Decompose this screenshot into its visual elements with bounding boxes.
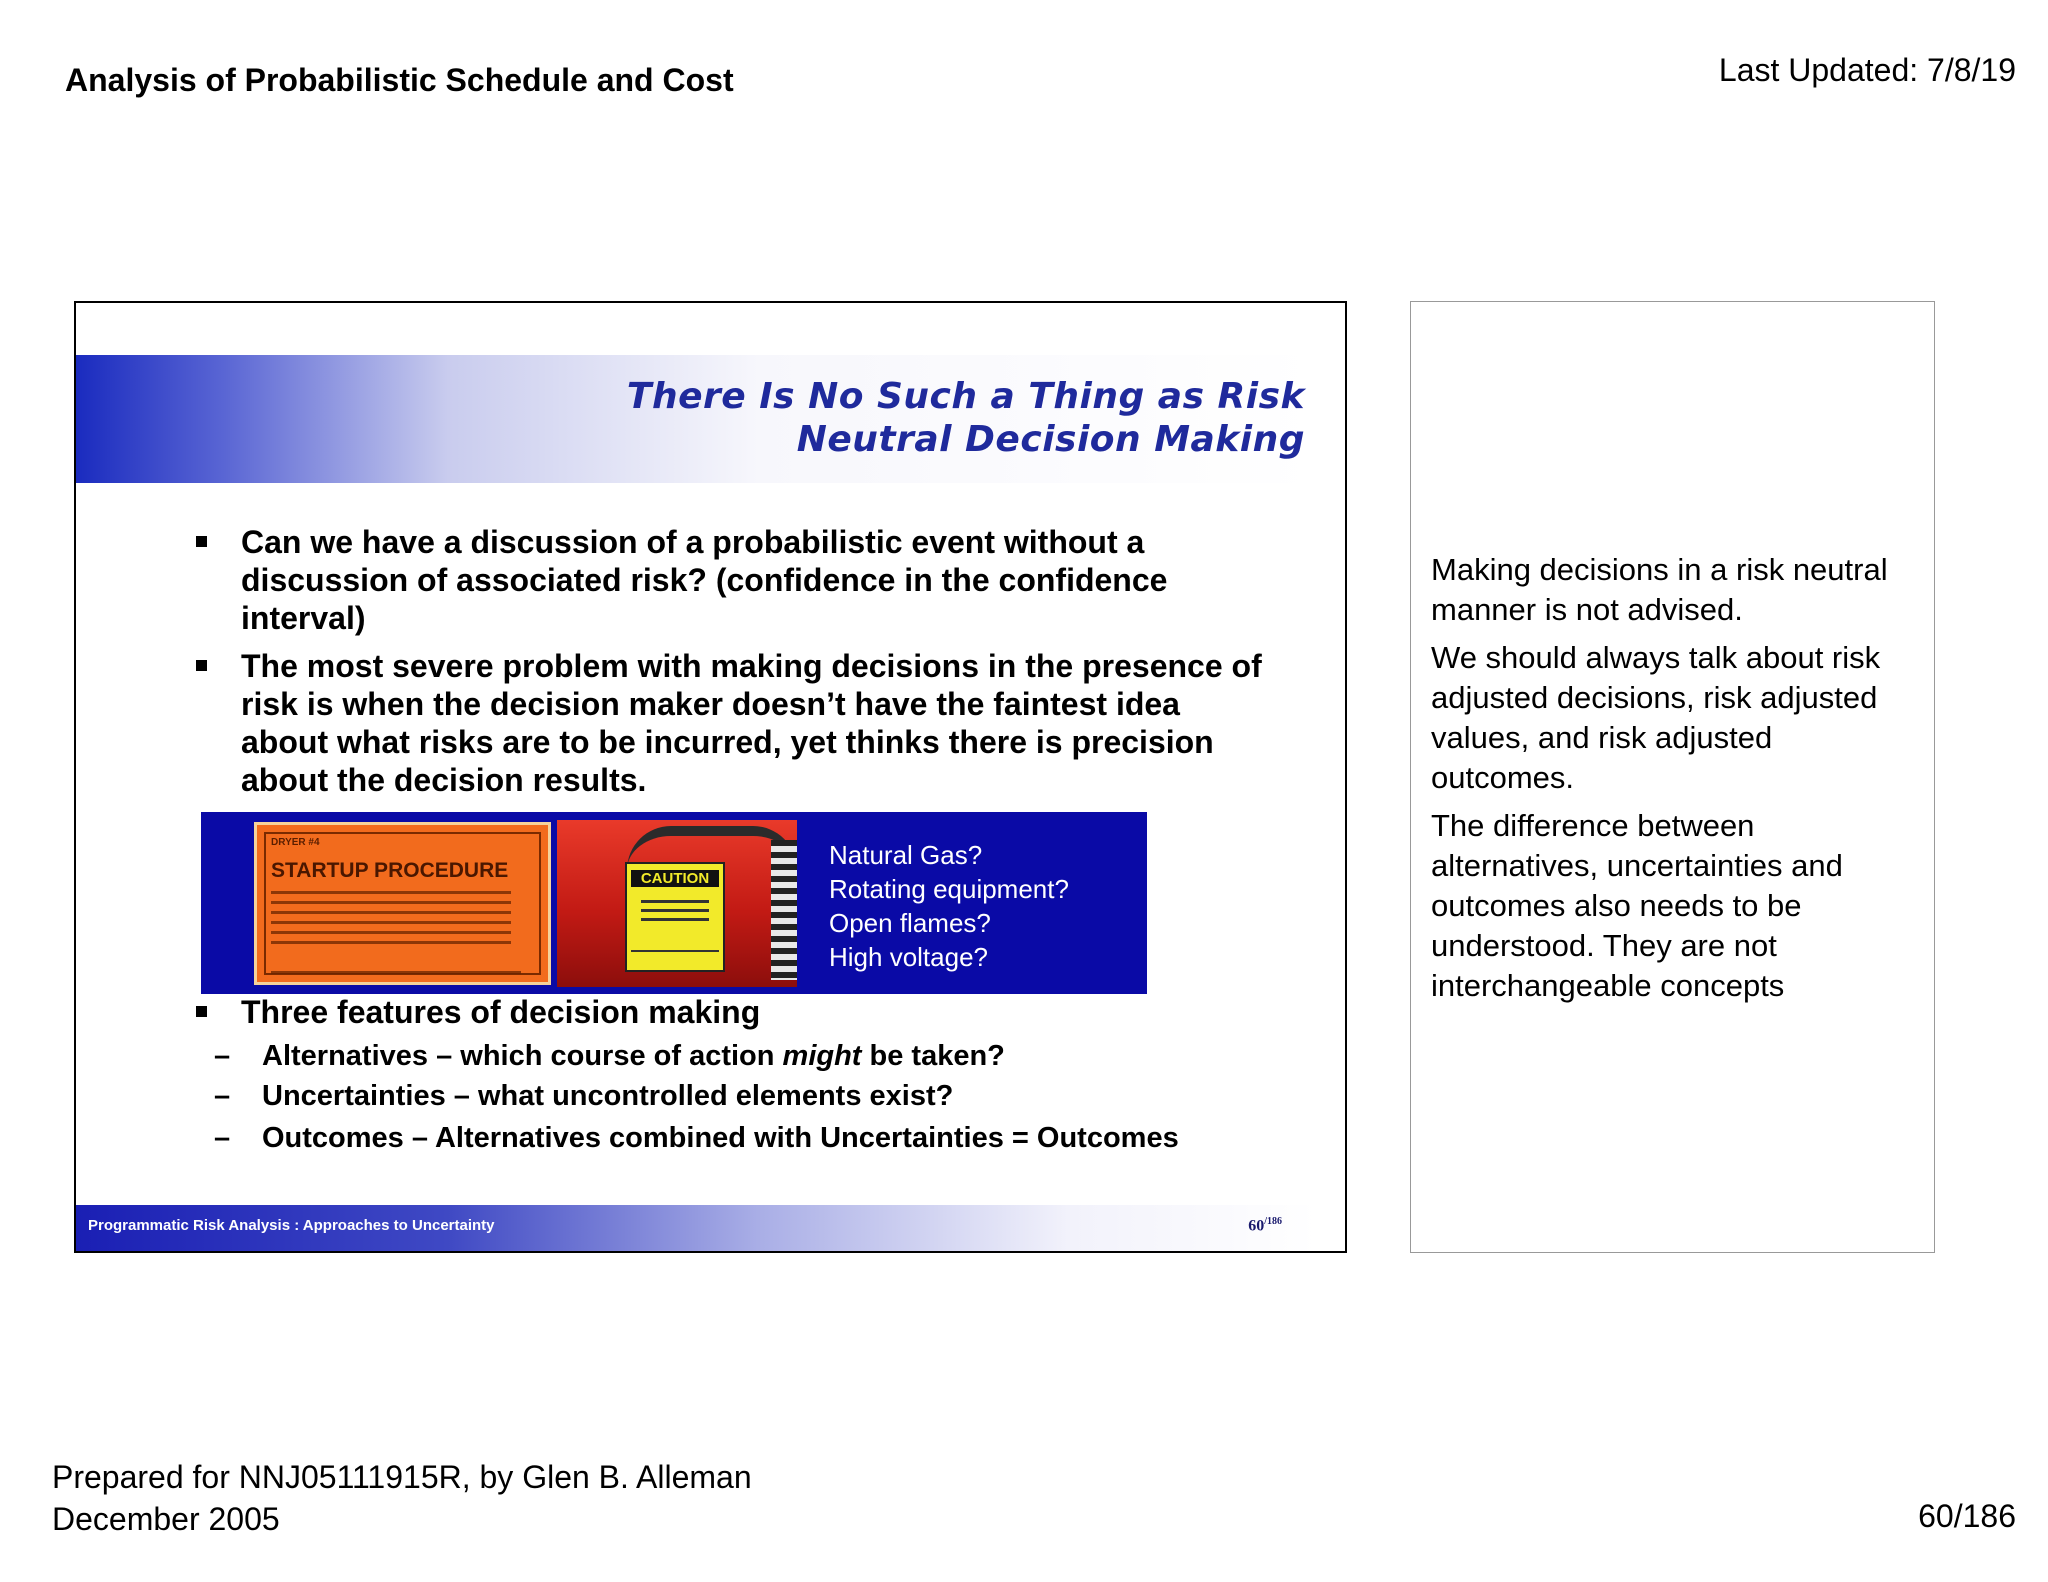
generator-plate xyxy=(631,950,719,966)
caution-fine-print xyxy=(641,900,709,927)
slide-bullet xyxy=(196,647,1266,799)
speaker-notes-box xyxy=(1410,301,1935,1253)
subitem-text-end: be taken? xyxy=(861,1040,1005,1072)
dash-icon: – xyxy=(214,1122,231,1154)
dash-icon: – xyxy=(214,1080,231,1112)
subitem-text: Outcomes – Alternatives combined with Uncertainties = Outcomes xyxy=(262,1122,1179,1154)
prepared-line: Prepared for NNJ05111915R, by Glen B. Alleman xyxy=(52,1459,752,1495)
generator-photo xyxy=(557,820,797,987)
bullet-square-icon xyxy=(196,1006,207,1017)
hazard-item: Rotating equipment? xyxy=(829,874,1069,904)
slide-subitem xyxy=(214,1039,1005,1073)
document-title: Analysis of Probabilistic Schedule and Cost xyxy=(65,62,734,98)
slide-title-line-1: There Is No Such a Thing as Risk xyxy=(626,376,1305,417)
page-number: 60/186 xyxy=(1918,1498,2016,1534)
notes-paragraph: Making decisions in a risk neutral manner is not advised. xyxy=(1431,552,1888,627)
dash-icon: – xyxy=(214,1040,231,1072)
slide-bullet xyxy=(196,523,1266,637)
hazard-photo-strip xyxy=(201,812,1147,994)
slide-page-number: $60^{/186}$ xyxy=(1248,1216,1282,1235)
bullet-text: The most severe problem with making decisions in the presence of risk is when the decision maker doesn’t have the faintest idea about what risks are to be incurred, yet thinks there is precision about the decision results. xyxy=(241,648,1262,798)
caution-label xyxy=(625,862,725,972)
hazard-item: High voltage? xyxy=(829,942,988,972)
prepared-date: December 2005 xyxy=(52,1501,280,1537)
subitem-text: Uncertainties – what uncontrolled elements exist? xyxy=(262,1080,954,1112)
slide-image xyxy=(74,301,1347,1253)
slide-footer-bar xyxy=(76,1205,1316,1251)
speaker-notes xyxy=(1431,550,1921,1014)
notes-paragraph: The difference between alternatives, uncertainties and outcomes also needs to be understood. They are not interchangeable concepts xyxy=(1431,808,1843,1003)
sign-title: STARTUP PROCEDURE xyxy=(271,859,509,882)
hazard-question-list xyxy=(829,838,1069,974)
bullet-square-icon xyxy=(196,660,207,671)
slide-title-line-2: Neutral Decision Making xyxy=(796,419,1305,460)
slide-title xyxy=(627,375,1305,461)
slide-subitem xyxy=(214,1079,953,1113)
sign-fine-print xyxy=(271,891,511,951)
last-updated-date: Last Updated: 7/8/19 xyxy=(1718,52,2016,88)
bullet-text: Three features of decision making xyxy=(241,994,761,1030)
sign-dryer-label: DRYER #4 xyxy=(271,837,320,848)
sign-contact-line xyxy=(271,971,521,974)
bullet-square-icon xyxy=(196,536,207,547)
hazard-item: Open flames? xyxy=(829,908,991,938)
startup-procedure-sign xyxy=(254,822,551,985)
caution-text: CAUTION xyxy=(631,870,719,887)
generator-fins xyxy=(771,840,797,980)
prepared-for xyxy=(52,1456,752,1540)
slide-footer-text: Programmatic Risk Analysis : Approaches to Uncertainty xyxy=(88,1217,495,1234)
subitem-text: Alternatives – which course of action xyxy=(262,1040,783,1072)
slide-bullet xyxy=(196,993,1266,1031)
bullet-text: Can we have a discussion of a probabilistic event without a discussion of associated risk? (confidence in the confidence interval) xyxy=(241,524,1168,636)
notes-paragraph: We should always talk about risk adjusted decisions, risk adjusted values, and risk adjusted outcomes. xyxy=(1431,640,1881,795)
subitem-emphasis: might xyxy=(782,1040,862,1072)
slide-subitem xyxy=(214,1121,1179,1155)
hazard-item: Natural Gas? xyxy=(829,840,983,870)
